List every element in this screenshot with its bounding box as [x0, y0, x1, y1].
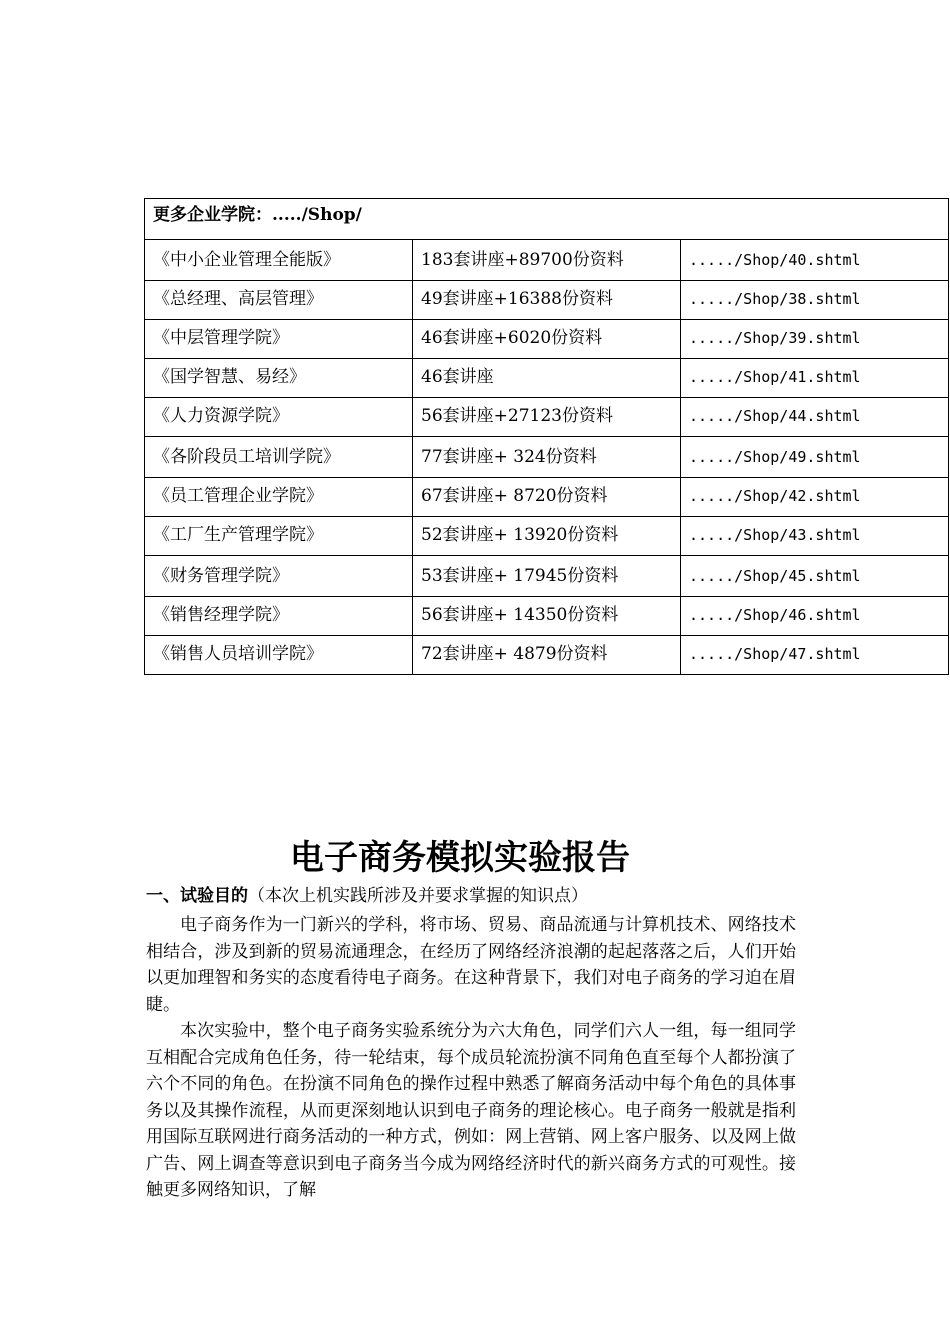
section-note: （本次上机实践所涉及并要求掌握的知识点）: [248, 886, 588, 906]
report-title: 电子商务模拟实验报告: [290, 838, 630, 878]
course-content: 56套讲座+27123份资料: [413, 398, 681, 437]
catalog-header: 更多企业学院：...../Shop/: [145, 199, 949, 240]
course-link[interactable]: ...../Shop/39.shtml: [681, 320, 949, 359]
catalog-table: [144, 198, 949, 675]
table-row: [145, 240, 949, 281]
course-content: 49套讲座+16388份资料: [413, 281, 681, 320]
course-link[interactable]: ...../Shop/45.shtml: [681, 556, 949, 597]
paragraph: 电子商务作为一门新兴的学科，将市场、贸易、商品流通与计算机技术、网络技术相结合，涉及到新的贸易流通理念，在经历了网络经济浪潮的起起落落之后，人们开始以更加理智和务实的态度看待电子商务。在这种背景下，我们对电子商务的学习迫在眉睫。: [146, 915, 796, 1015]
section-lead: 一、试验目的: [146, 886, 248, 906]
course-link[interactable]: ...../Shop/44.shtml: [681, 398, 949, 437]
catalog-header-row: [145, 199, 949, 240]
course-name: 《总经理、高层管理》: [145, 281, 413, 320]
paragraph: 本次实验中，整个电子商务实验系统分为六大角色，同学们六人一组，每一组同学互相配合完成角色任务，待一轮结束，每个成员轮流扮演不同角色直至每个人都扮演了六个不同的角色。在扮演不同角色的操作过程中熟悉了解商务活动中每个角色的具体事务以及其操作流程，从而更深刻地认识到电子商务的理论核心。电子商务一般就是指利用国际互联网进行商务活动的一种方式，例如：网上营销、网上客户服务、以及网上做广告、网上调查等意识到电子商务当今成为网络经济时代的新兴商务方式的可观性。接触更多网络知识，了解: [146, 1021, 796, 1200]
table-row: [145, 320, 949, 359]
table-row: [145, 359, 949, 398]
course-content: 52套讲座+ 13920份资料: [413, 517, 681, 556]
course-link[interactable]: ...../Shop/46.shtml: [681, 597, 949, 636]
course-name: 《中小企业管理全能版》: [145, 240, 413, 281]
course-name: 《销售人员培训学院》: [145, 636, 413, 675]
course-name: 《中层管理学院》: [145, 320, 413, 359]
table-row: [145, 478, 949, 517]
course-name: 《财务管理学院》: [145, 556, 413, 597]
course-content: 67套讲座+ 8720份资料: [413, 478, 681, 517]
table-row: [145, 636, 949, 675]
table-row: [145, 437, 949, 478]
course-name: 《销售经理学院》: [145, 597, 413, 636]
course-name: 《人力资源学院》: [145, 398, 413, 437]
table-row: [145, 597, 949, 636]
course-name: 《各阶段员工培训学院》: [145, 437, 413, 478]
course-content: 53套讲座+ 17945份资料: [413, 556, 681, 597]
course-content: 56套讲座+ 14350份资料: [413, 597, 681, 636]
course-content: 77套讲座+ 324份资料: [413, 437, 681, 478]
course-link[interactable]: ...../Shop/49.shtml: [681, 437, 949, 478]
report-body: [146, 912, 796, 1204]
course-link[interactable]: ...../Shop/47.shtml: [681, 636, 949, 675]
course-content: 46套讲座: [413, 359, 681, 398]
section-heading: [146, 884, 806, 908]
table-row: [145, 517, 949, 556]
course-name: 《员工管理企业学院》: [145, 478, 413, 517]
course-link[interactable]: ...../Shop/41.shtml: [681, 359, 949, 398]
course-name: 《国学智慧、易经》: [145, 359, 413, 398]
table-row: [145, 281, 949, 320]
course-content: 46套讲座+6020份资料: [413, 320, 681, 359]
course-link[interactable]: ...../Shop/40.shtml: [681, 240, 949, 281]
course-content: 72套讲座+ 4879份资料: [413, 636, 681, 675]
course-name: 《工厂生产管理学院》: [145, 517, 413, 556]
table-row: [145, 398, 949, 437]
table-row: [145, 556, 949, 597]
course-link[interactable]: ...../Shop/38.shtml: [681, 281, 949, 320]
course-link[interactable]: ...../Shop/42.shtml: [681, 478, 949, 517]
course-content: 183套讲座+89700份资料: [413, 240, 681, 281]
course-link[interactable]: ...../Shop/43.shtml: [681, 517, 949, 556]
